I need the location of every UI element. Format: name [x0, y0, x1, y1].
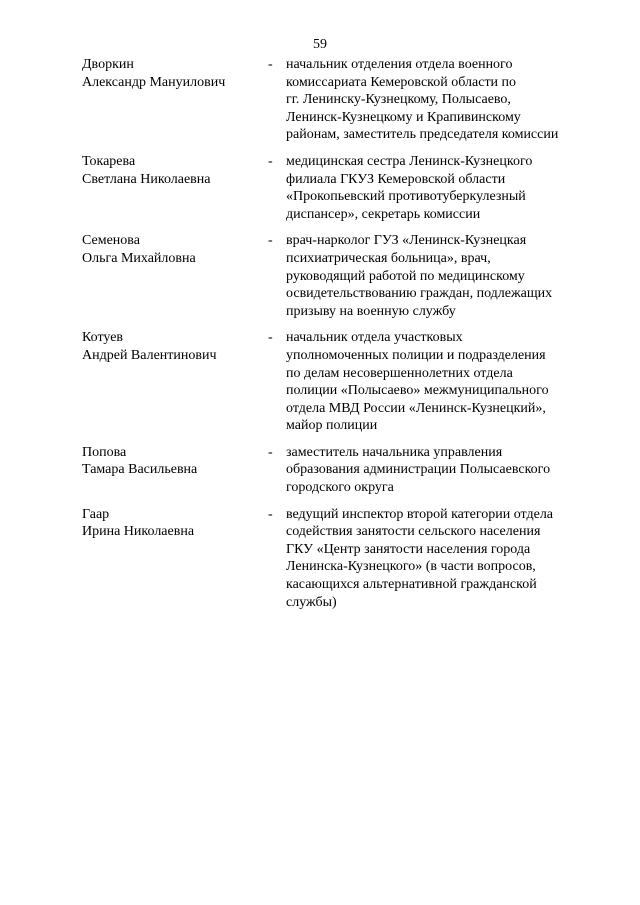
position-line: службы): [286, 594, 337, 610]
member-given-names: Светлана Николаевна: [82, 171, 211, 187]
position-line: начальник отдела участковых: [286, 330, 463, 346]
member-position: [286, 153, 590, 223]
member-entry: [82, 153, 602, 223]
position-line: ГКУ «Центр занятости населения города: [286, 541, 531, 557]
member-entry: [82, 56, 602, 144]
position-line: полиции «Полысаево» межмуниципального: [286, 383, 549, 399]
member-entry: [82, 506, 602, 612]
member-surname: Попова: [82, 444, 127, 460]
position-line: образования администрации Полысаевского: [286, 462, 551, 478]
position-line: призыву на военную службу: [286, 303, 456, 319]
member-name: [82, 56, 268, 91]
member-surname: Дворкин: [82, 57, 134, 72]
position-line: начальник отделения отдела военного: [286, 57, 513, 72]
member-surname: Токарева: [82, 153, 136, 169]
position-line: отдела МВД России «Ленинск-Кузнецкий»,: [286, 400, 546, 416]
position-line: освидетельствованию граждан, подлежащих: [286, 286, 553, 302]
position-line: заместитель начальника управления: [286, 444, 503, 460]
commission-member-list: [82, 56, 602, 620]
member-position: [286, 329, 590, 435]
position-line: касающихся альтернативной гражданской: [286, 577, 537, 593]
member-entry: [82, 444, 602, 497]
page-number: 59: [313, 37, 327, 52]
position-line: комиссариата Кемеровской области по: [286, 74, 517, 90]
member-surname: Гаар: [82, 506, 110, 522]
member-surname: Семенова: [82, 233, 140, 249]
member-name: [82, 329, 268, 364]
separator-dash: -: [268, 330, 273, 346]
separator-dash: -: [268, 57, 273, 72]
member-name: [82, 153, 268, 188]
position-line: уполномоченных полиции и подразделения: [286, 347, 546, 363]
member-given-names: Андрей Валентинович: [82, 347, 217, 363]
member-position: [286, 444, 590, 497]
member-surname: Котуев: [82, 330, 124, 346]
member-given-names: Тамара Васильевна: [82, 462, 198, 478]
member-position: [286, 56, 590, 144]
separator-dash: -: [268, 506, 273, 522]
member-given-names: Ирина Николаевна: [82, 524, 195, 540]
member-entry: [82, 329, 602, 435]
position-line: городского округа: [286, 480, 394, 496]
position-line: Ленинска-Кузнецкого» (в части вопросов,: [286, 559, 536, 575]
member-position: [286, 506, 590, 612]
position-line: Ленинск-Кузнецкому и Крапивинскому: [286, 109, 521, 125]
position-line: «Прокопьевский противотуберкулезный: [286, 189, 526, 205]
position-line: ведущий инспектор второй категории отдела: [286, 506, 554, 522]
member-entry: [82, 232, 602, 320]
member-name: [82, 506, 268, 541]
position-line: диспансер», секретарь комиссии: [286, 206, 481, 222]
position-line: по делам несовершеннолетних отдела: [286, 365, 513, 381]
position-line: руководящий работой по медицинскому: [286, 268, 525, 284]
position-line: гг. Ленинску-Кузнецкому, Полысаево,: [286, 92, 511, 108]
separator-dash: -: [268, 233, 273, 249]
member-name: [82, 232, 268, 267]
position-line: районам, заместитель председателя комиссии: [286, 127, 559, 143]
position-line: майор полиции: [286, 418, 378, 434]
member-given-names: Александр Мануилович: [82, 74, 226, 90]
position-line: медицинская сестра Ленинск-Кузнецкого: [286, 153, 533, 169]
member-position: [286, 232, 590, 320]
member-given-names: Ольга Михайловна: [82, 250, 196, 266]
position-line: психиатрическая больница», врач,: [286, 250, 491, 266]
separator-dash: -: [268, 153, 273, 169]
position-line: филиала ГКУЗ Кемеровской области: [286, 171, 506, 187]
position-line: содействия занятости сельского населения: [286, 524, 541, 540]
position-line: врач-нарколог ГУЗ «Ленинск-Кузнецкая: [286, 233, 527, 249]
separator-dash: -: [268, 444, 273, 460]
member-name: [82, 444, 268, 479]
